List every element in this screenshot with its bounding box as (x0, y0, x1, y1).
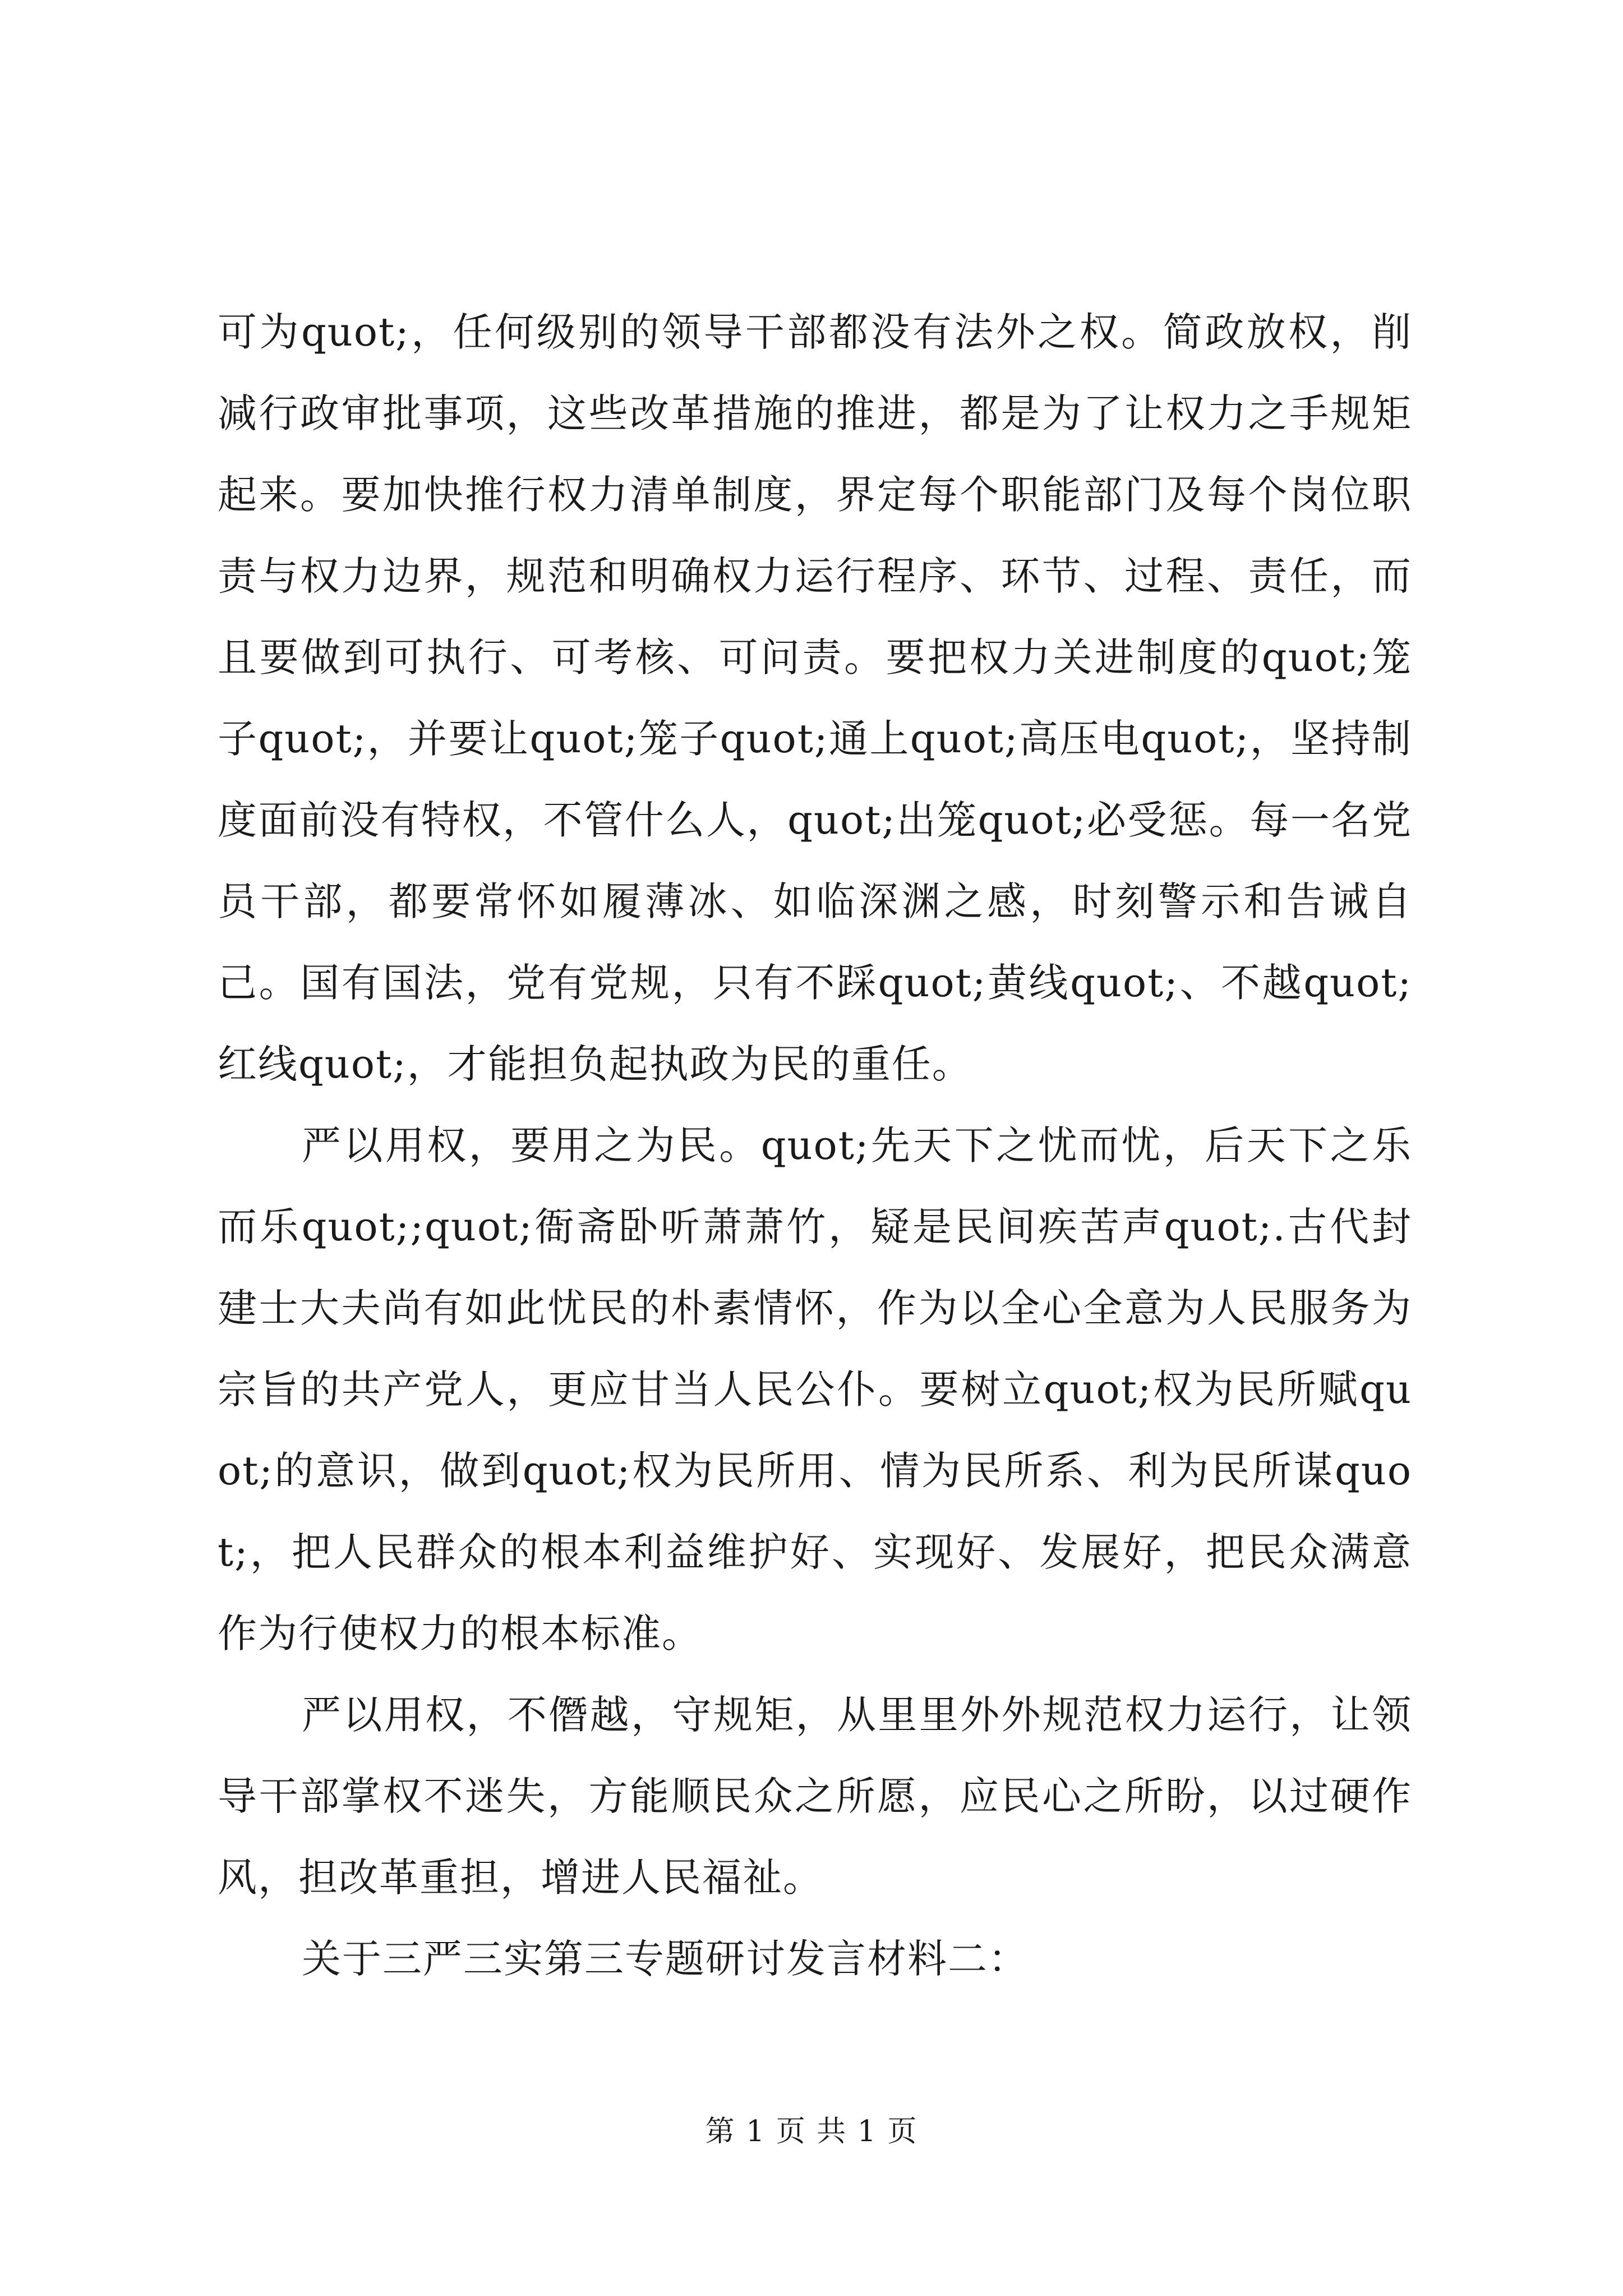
paragraph-4: 关于三严三实第三专题研讨发言材料二： (302, 1936, 1029, 1982)
document-body (218, 292, 1412, 2000)
paragraph-3: 严以用权，不僭越，守规矩，从里里外外规范权力运行，让领导干部掌权不迷失，方能顺民众之所愿，应民心之所盼，以过硬作风，担改革重担，增进人民福祉。 (218, 1692, 1412, 1901)
paragraph-1: 可为quot;，任何级别的领导干部都没有法外之权。简政放权，削减行政审批事项，这些改革措施的推进，都是为了让权力之手规矩起来。要加快推行权力清单制度，界定每个职能部门及每个岗位职责与权力边界，规范和明确权力运行程序、环节、过程、责任，而且要做到可执行、可考核、可问责。要把权力关进制度的quot;笼子quot;，并要让quot;笼子quot;通上quot;高压电quot;，坚持制度面前没有特权，不管什么人，quot;出笼quot;必受惩。每一名党员干部，都要常怀如履薄冰、如临深渊之感，时刻警示和告诫自己。国有国法，党有党规，只有不踩quot;黄线quot;、不越quot;红线quot;，才能担负起执政为民的重任。 (218, 309, 1412, 1087)
paragraph-2: 严以用权，要用之为民。quot;先天下之忧而忧，后天下之乐而乐quot;;quot;衙斋卧听萧萧竹，疑是民间疾苦声quot;.古代封建士大夫尚有如此忧民的朴素情怀，作为以全心全意为人民服务为宗旨的共产党人，更应甘当人民公仆。要树立quot;权为民所赋quot;的意识，做到quot;权为民所用、情为民所系、利为民所谋quot;，把人民群众的根本利益维护好、实现好、发展好，把民众满意作为行使权力的根本标准。 (218, 1122, 1412, 1657)
page-footer: 第 1 页 共 1 页 (705, 2115, 918, 2148)
